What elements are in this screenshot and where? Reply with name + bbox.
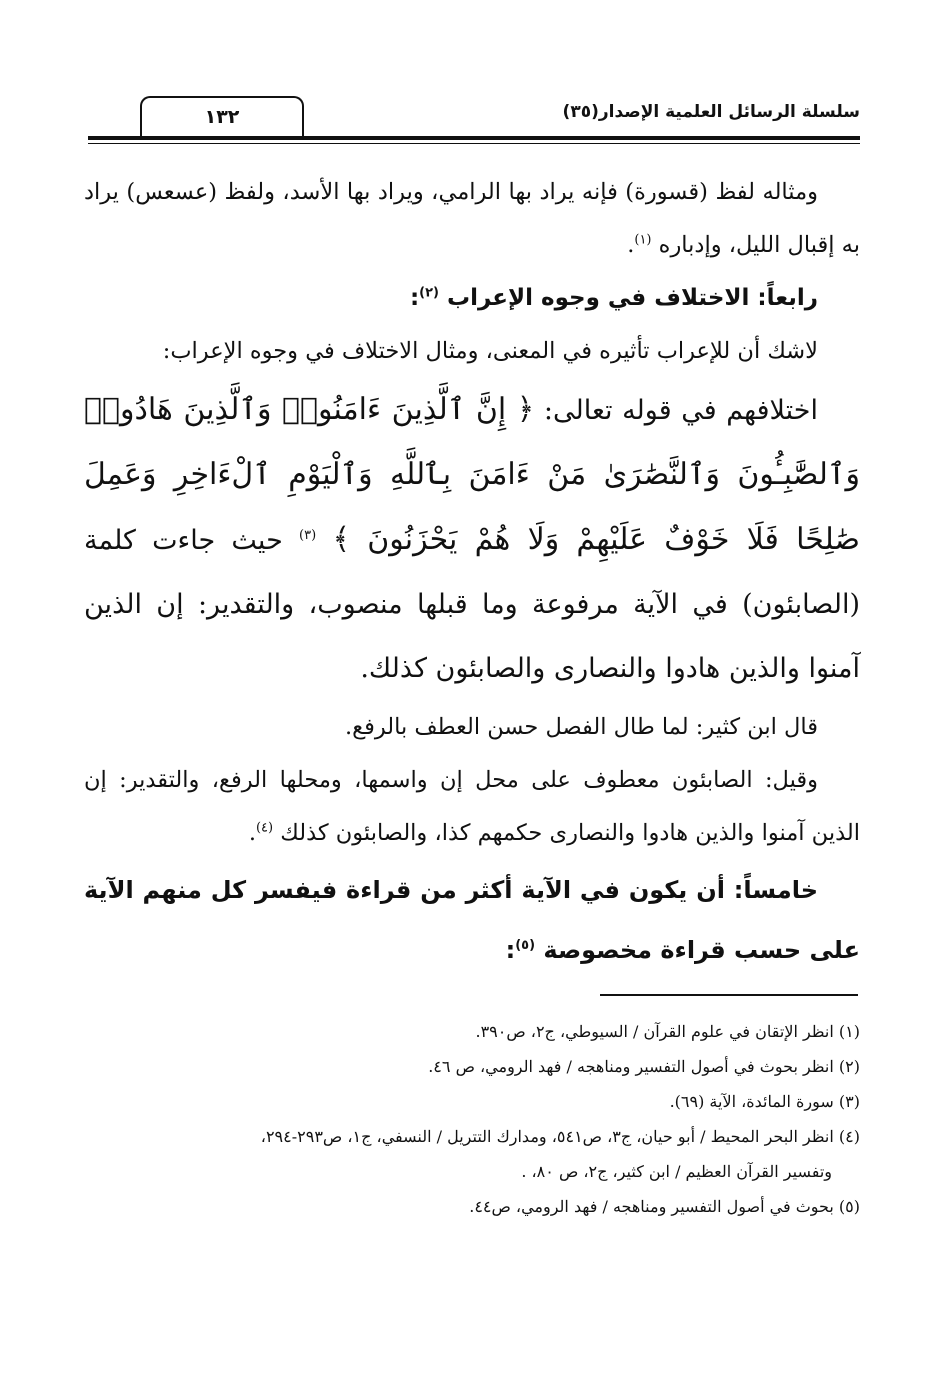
main-text — [84, 166, 860, 980]
footnote-separator — [600, 994, 858, 996]
heading-text: رابعاً: الاختلاف في وجوه الإعراب — [447, 285, 818, 311]
heading-fourth — [84, 272, 860, 325]
page-header — [88, 96, 860, 148]
series-title: سلسلة الرسائل العلمية الإصدار(٣٥) — [562, 102, 860, 122]
page-number-box — [140, 96, 304, 136]
footnotes — [84, 1014, 860, 1224]
verse-explanation: حيث جاءت كلمة (الصابئون) في الآية مرفوعة وما قبلها منصوب، والتقدير: إن الذين آمنوا والذين هادوا والنصارى والصابئون كذلك. — [84, 525, 860, 684]
header-rule-thin — [88, 143, 860, 144]
quran-verse: ﴿ إِنَّ ٱلَّذِينَ ءَامَنُوا۟ وَٱلَّذِينَ هَادُوا۟ وَٱلصَّٰبِـُٔونَ وَٱلنَّصَٰرَىٰ مَنْ ءَامَنَ بِٱللَّهِ وَٱلْيَوْمِ ٱلْءَاخِرِ وَعَمِلَ صَٰلِحًا فَلَا خَوْفٌ عَلَيْهِمْ وَلَا هُمْ يَحْزَنُونَ ﴾ — [84, 392, 860, 557]
footnote-3: (٣) سورة المائدة، الآية (٦٩). — [669, 1092, 860, 1111]
paragraph-ibn-kathir: قال ابن كثير: لما طال الفصل حسن العطف بالرفع. — [344, 714, 818, 740]
footnote-4: (٤) انظر البحر المحيط / أبو حيان، ج٣، ص٥٤١، ومدارك التتريل / النسفي، ج١، ص٢٩٣-٢٩٤، — [260, 1127, 860, 1146]
paragraph-qaswara: ومثاله لفظ (قسورة) فإنه يراد بها الرامي، ويراد بها الأسد، ولفظ (عسعس) يراد به إقبال الليل، وإدباره $^{(١)}$. — [84, 179, 860, 258]
paragraph-text: ومثاله لفظ (قسورة) فإنه يراد بها الرامي، ويراد بها الأسد، ولفظ (عسعس) يراد به إقبال الليل، وإدباره — [84, 179, 860, 258]
paragraph-text: وقيل: الصابئون معطوف على محل إن واسمها، ومحلها الرفع، والتقدير: إن الذين آمنوا والذين هادوا والنصارى حكمهم كذا، والصابئون كذلك — [84, 767, 860, 846]
footnote-5: (٥) بحوث في أصول التفسير ومناهجه / فهد الرومي، ص٤٤. — [469, 1197, 860, 1216]
footnote-1: (١) انظر الإتقان في علوم القرآن / السيوطي، ج٢، ص٣٩٠. — [475, 1022, 860, 1041]
heading-fifth — [84, 860, 860, 980]
footnote-ref: (٤) — [255, 820, 274, 836]
heading-text: خامساً: أن يكون في الآية أكثر من قراءة فيفسر كل منهم الآية على حسب قراءة مخصوصة — [84, 876, 860, 964]
heading-colon: : — [505, 936, 516, 964]
paragraph-verse — [84, 378, 860, 701]
footnote-ref: (٢) — [419, 285, 439, 301]
footnote-ref: (٣) — [299, 528, 317, 543]
page-number: ١٣٢ — [204, 106, 240, 128]
footnote-ref: (١) — [634, 232, 652, 248]
footnote-2: (٢) انظر بحوث في أصول التفسير ومناهجه / فهد الرومي، ص ٤٦. — [428, 1057, 860, 1076]
heading-colon: : — [409, 285, 420, 311]
header-rule-thick — [88, 136, 860, 140]
footnote-ref: (٥) — [515, 938, 536, 953]
paragraph-irab-intro: لاشك أن للإعراب تأثيره في المعنى، ومثال الاختلاف في وجوه الإعراب: — [162, 338, 818, 364]
verse-intro: اختلافهم في قوله تعالى: — [543, 395, 818, 426]
footnote-4-continued: وتفسير القرآن العظيم / ابن كثير، ج٢، ص ٨٠، . — [521, 1162, 832, 1181]
paragraph-qil: وقيل: الصابئون معطوف على محل إن واسمها، ومحلها الرفع، والتقدير: إن الذين آمنوا والذين هادوا والنصارى حكمهم كذا، والصابئون كذلك $^{(٤)}$. — [84, 767, 860, 846]
